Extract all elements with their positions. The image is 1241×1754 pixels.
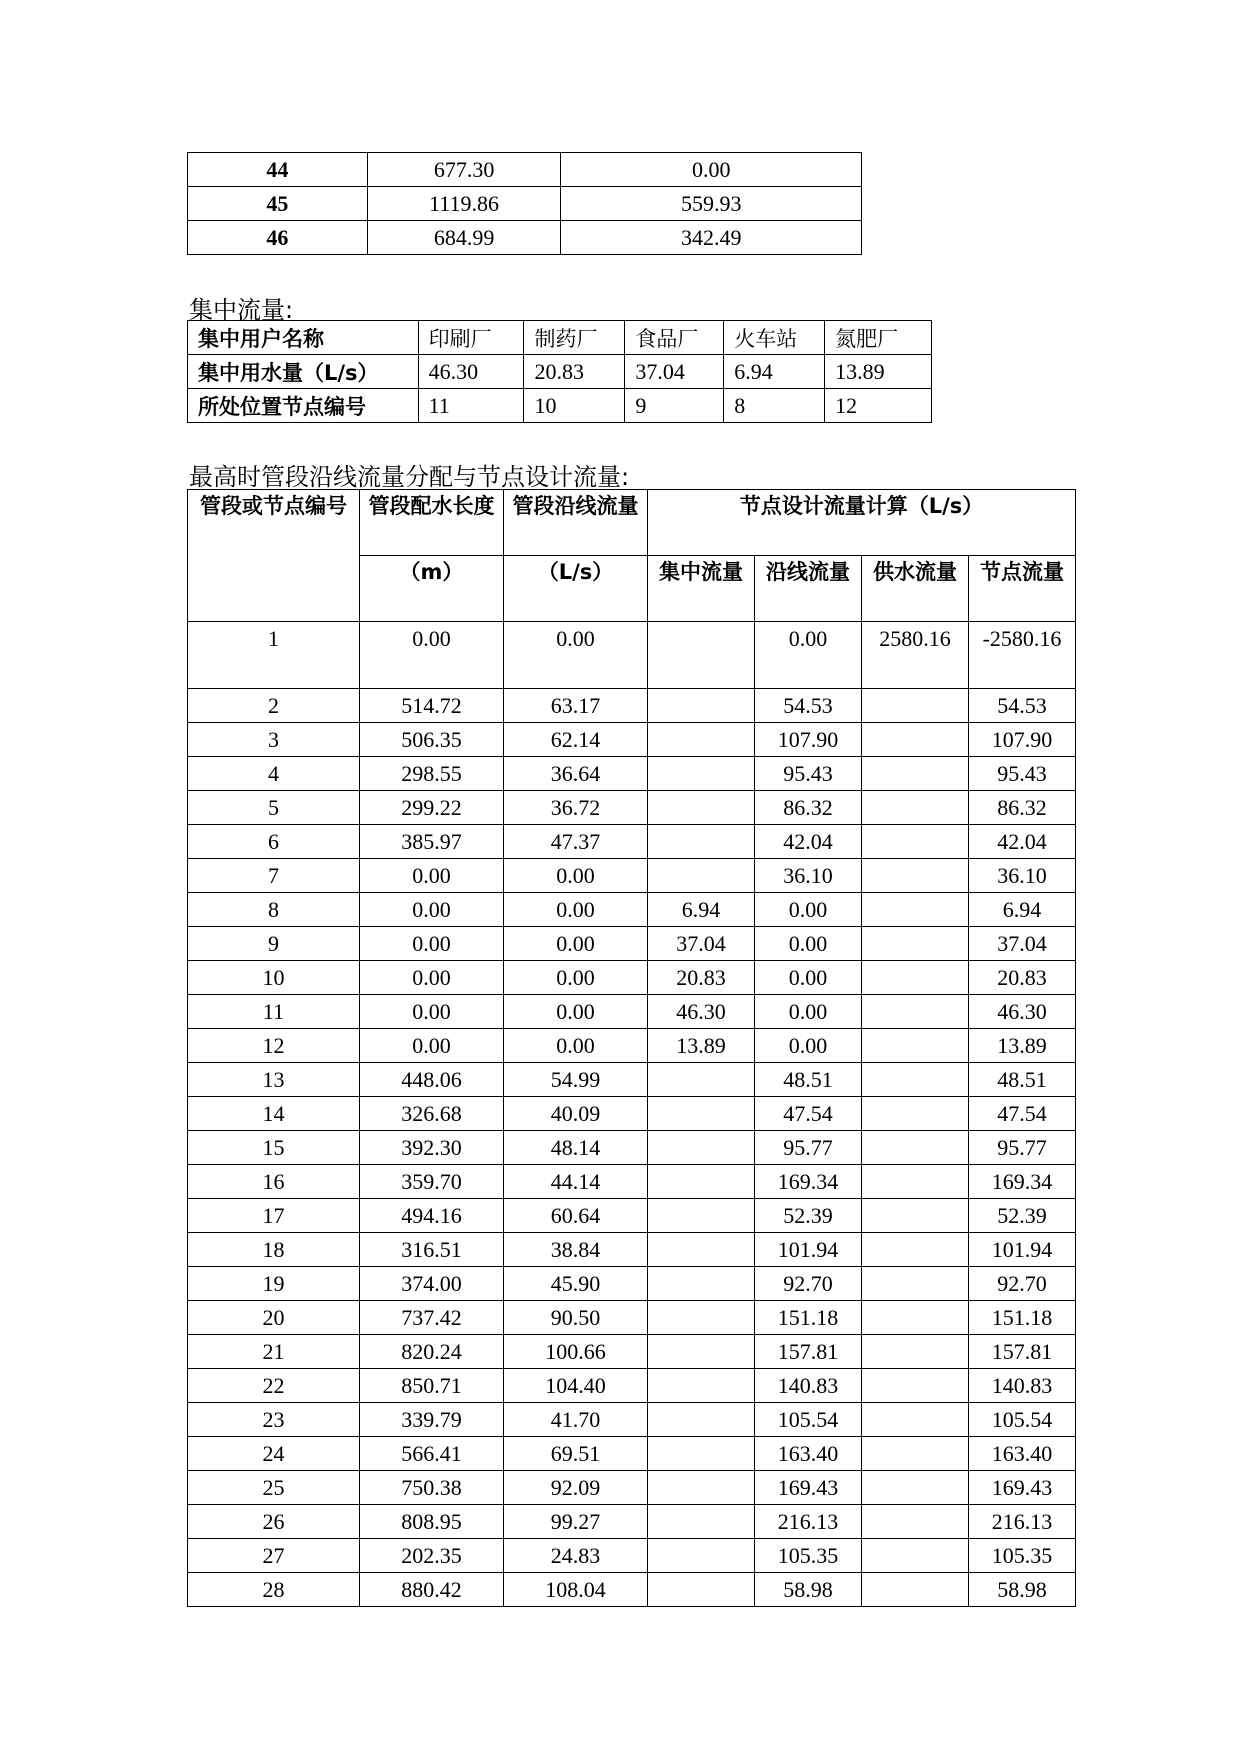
table-cell: 0.00: [504, 927, 648, 961]
table-cell: 58.98: [755, 1573, 862, 1607]
table-cell: 58.98: [969, 1573, 1076, 1607]
table-cell: [862, 1131, 969, 1165]
table-cell: 12: [825, 389, 932, 423]
header-node-id: 管段或节点编号: [188, 490, 360, 622]
table-cell: 48.51: [969, 1063, 1076, 1097]
table-cell: 0.00: [504, 622, 648, 689]
table-cell: [648, 1097, 755, 1131]
table-cell: 92.70: [755, 1267, 862, 1301]
table-cell: 42.04: [969, 825, 1076, 859]
table-cell: 0.00: [755, 893, 862, 927]
table-cell: 36.64: [504, 757, 648, 791]
table-row: [188, 221, 862, 255]
table-cell: 107.90: [969, 723, 1076, 757]
table-cell: [862, 1471, 969, 1505]
table-cell: 107.90: [755, 723, 862, 757]
table-row: [188, 859, 1076, 893]
table-cell: 47.54: [969, 1097, 1076, 1131]
table-row: [188, 622, 1076, 689]
table-cell: 101.94: [969, 1233, 1076, 1267]
table-row: [188, 1233, 1076, 1267]
table-cell: 11: [418, 389, 524, 423]
table-cell: 食品厂: [625, 321, 724, 355]
table-row: [188, 1097, 1076, 1131]
table-cell: 684.99: [367, 221, 561, 255]
table-cell: [862, 961, 969, 995]
table-row: [188, 321, 932, 355]
table-cell: 41.70: [504, 1403, 648, 1437]
table-cell: [862, 1539, 969, 1573]
table-cell: 448.06: [360, 1063, 504, 1097]
table-cell: 47.37: [504, 825, 648, 859]
table-cell: 印刷厂: [418, 321, 524, 355]
table-cell: 24.83: [504, 1539, 648, 1573]
table-row: [188, 1131, 1076, 1165]
table-cell: 92.70: [969, 1267, 1076, 1301]
header-length: 管段配水长度: [360, 490, 504, 556]
table-cell: [862, 1029, 969, 1063]
table-cell: 0.00: [360, 1029, 504, 1063]
table-cell: [648, 622, 755, 689]
table-cell: 20.83: [969, 961, 1076, 995]
table-cell: 359.70: [360, 1165, 504, 1199]
table-cell: 8: [188, 893, 360, 927]
table-cell: [648, 1573, 755, 1607]
table-row: [188, 187, 862, 221]
table-cell: 48.51: [755, 1063, 862, 1097]
table-cell: 19: [188, 1267, 360, 1301]
table-cell: 2580.16: [862, 622, 969, 689]
table-cell: [862, 689, 969, 723]
table-cell: 101.94: [755, 1233, 862, 1267]
node-design-flow-table: [187, 489, 1076, 1607]
table-cell: 52.39: [969, 1199, 1076, 1233]
table-cell: [862, 1165, 969, 1199]
table-cell: 151.18: [969, 1301, 1076, 1335]
table-cell: 0.00: [360, 927, 504, 961]
table-cell: 169.43: [969, 1471, 1076, 1505]
table-cell: 25: [188, 1471, 360, 1505]
table-cell: 566.41: [360, 1437, 504, 1471]
table-cell: 45.90: [504, 1267, 648, 1301]
table-cell: [648, 689, 755, 723]
table-row: [188, 961, 1076, 995]
table-row: [188, 153, 862, 187]
table-cell: [862, 1437, 969, 1471]
table-cell: 15: [188, 1131, 360, 1165]
table-cell: 4: [188, 757, 360, 791]
table-row: [188, 1335, 1076, 1369]
table-cell: 0.00: [755, 961, 862, 995]
concentrated-flow-table: [187, 320, 932, 423]
table-cell: 12: [188, 1029, 360, 1063]
table-cell: 506.35: [360, 723, 504, 757]
table-cell: 36.72: [504, 791, 648, 825]
table-cell: [648, 1335, 755, 1369]
distribution-caption: 最高时管段沿线流量分配与节点设计流量:: [189, 463, 630, 491]
table-cell: 808.95: [360, 1505, 504, 1539]
table-cell: 216.13: [755, 1505, 862, 1539]
table-row: [188, 1369, 1076, 1403]
table-cell: [862, 723, 969, 757]
table-cell: [648, 1403, 755, 1437]
table-cell: 0.00: [360, 893, 504, 927]
table-cell: [648, 859, 755, 893]
table-cell: 95.77: [969, 1131, 1076, 1165]
table-cell: [862, 791, 969, 825]
table-row: [188, 927, 1076, 961]
table-cell: 52.39: [755, 1199, 862, 1233]
table-cell: [648, 723, 755, 757]
table-cell: 151.18: [755, 1301, 862, 1335]
table-cell: 0.00: [504, 1029, 648, 1063]
table-cell: [862, 1267, 969, 1301]
table-cell: 13.89: [969, 1029, 1076, 1063]
table-row: [188, 1573, 1076, 1607]
table-cell: 20: [188, 1301, 360, 1335]
table-cell: 27: [188, 1539, 360, 1573]
table-cell: 6.94: [648, 893, 755, 927]
table-cell: [648, 1369, 755, 1403]
table-cell: 11: [188, 995, 360, 1029]
table-cell: 37.04: [969, 927, 1076, 961]
table-cell: 2: [188, 689, 360, 723]
table-row: [188, 1165, 1076, 1199]
table-cell: 0.00: [504, 893, 648, 927]
table-cell: [648, 1471, 755, 1505]
table-cell: 28: [188, 1573, 360, 1607]
table-row: [188, 1029, 1076, 1063]
table-row: [188, 1063, 1076, 1097]
table-cell: 737.42: [360, 1301, 504, 1335]
table-cell: 299.22: [360, 791, 504, 825]
table-cell: 140.83: [755, 1369, 862, 1403]
table-cell: 48.14: [504, 1131, 648, 1165]
table-cell: 105.35: [755, 1539, 862, 1573]
table-cell: [862, 757, 969, 791]
table-cell: 63.17: [504, 689, 648, 723]
table-cell: [862, 1063, 969, 1097]
table-cell: 0.00: [755, 1029, 862, 1063]
table-row: [188, 791, 1076, 825]
table-cell: 163.40: [969, 1437, 1076, 1471]
table-row: [188, 1437, 1076, 1471]
table-cell: 42.04: [755, 825, 862, 859]
table-cell: 140.83: [969, 1369, 1076, 1403]
table-cell: 40.09: [504, 1097, 648, 1131]
table-cell: 火车站: [724, 321, 825, 355]
table-cell: 163.40: [755, 1437, 862, 1471]
table-cell: [862, 1403, 969, 1437]
table-cell: 氮肥厂: [825, 321, 932, 355]
table-row: [188, 355, 932, 389]
table-cell: 13.89: [825, 355, 932, 389]
table-cell: [862, 1335, 969, 1369]
table-cell: 86.32: [969, 791, 1076, 825]
table-cell: 17: [188, 1199, 360, 1233]
table-cell: [648, 1233, 755, 1267]
table-cell: 850.71: [360, 1369, 504, 1403]
table-cell: 0.00: [755, 927, 862, 961]
table-cell: 54.53: [969, 689, 1076, 723]
table-cell: 90.50: [504, 1301, 648, 1335]
table-cell: 24: [188, 1437, 360, 1471]
table-cell: 169.34: [755, 1165, 862, 1199]
table-row: [188, 389, 932, 423]
table-cell: [648, 1437, 755, 1471]
table-cell: 46.30: [969, 995, 1076, 1029]
table-cell: [648, 1505, 755, 1539]
table-cell: 514.72: [360, 689, 504, 723]
header-node-flow: 节点流量: [969, 556, 1076, 622]
table-row: [188, 1505, 1076, 1539]
table-cell: 10: [188, 961, 360, 995]
table-row: [188, 1301, 1076, 1335]
table-cell: 0.00: [504, 961, 648, 995]
table-cell: 0.00: [360, 995, 504, 1029]
table-cell: 所处位置节点编号: [188, 389, 419, 423]
table-cell: 169.34: [969, 1165, 1076, 1199]
header-supply-flow: 供水流量: [862, 556, 969, 622]
table-cell: 集中用户名称: [188, 321, 419, 355]
pipe-flow-table-continued: [187, 152, 862, 255]
table-cell: 0.00: [504, 995, 648, 1029]
table-cell: [648, 1165, 755, 1199]
table-cell: 677.30: [367, 153, 561, 187]
table-cell: [648, 1267, 755, 1301]
header-line-flow: 管段沿线流量: [504, 490, 648, 556]
table-cell: 202.35: [360, 1539, 504, 1573]
table-cell: 14: [188, 1097, 360, 1131]
table-cell: [648, 1301, 755, 1335]
table-cell: 6: [188, 825, 360, 859]
table-cell: [862, 1573, 969, 1607]
table-cell: 342.49: [561, 221, 862, 255]
table-cell: 95.43: [755, 757, 862, 791]
table-cell: 6.94: [724, 355, 825, 389]
table-row: [188, 1539, 1076, 1573]
table-cell: [862, 1505, 969, 1539]
table-cell: 0.00: [755, 995, 862, 1029]
table-cell: 13.89: [648, 1029, 755, 1063]
table-cell: 46.30: [648, 995, 755, 1029]
table-cell: [862, 893, 969, 927]
table-cell: 9: [188, 927, 360, 961]
table-cell: 36.10: [755, 859, 862, 893]
table-cell: [648, 757, 755, 791]
table-cell: 385.97: [360, 825, 504, 859]
table-cell: 16: [188, 1165, 360, 1199]
table-row: [188, 723, 1076, 757]
table-cell: -2580.16: [969, 622, 1076, 689]
table-cell: 38.84: [504, 1233, 648, 1267]
table-cell: [648, 825, 755, 859]
header-line-flow-unit: （L/s）: [504, 556, 648, 622]
table-cell: 374.00: [360, 1267, 504, 1301]
table-cell: 820.24: [360, 1335, 504, 1369]
table-cell: 13: [188, 1063, 360, 1097]
table-cell: 99.27: [504, 1505, 648, 1539]
table-row: [188, 825, 1076, 859]
table-cell: 108.04: [504, 1573, 648, 1607]
table-cell: 8: [724, 389, 825, 423]
table-row: [188, 995, 1076, 1029]
table-cell: [862, 995, 969, 1029]
table-row: [188, 757, 1076, 791]
table-cell: 18: [188, 1233, 360, 1267]
table-cell: 1: [188, 622, 360, 689]
table-cell: 169.43: [755, 1471, 862, 1505]
table-cell: 44: [188, 153, 368, 187]
table-cell: 157.81: [969, 1335, 1076, 1369]
table-row: [188, 689, 1076, 723]
header-along-flow: 沿线流量: [755, 556, 862, 622]
concentrated-flow-caption: 集中流量:: [189, 296, 294, 324]
table-cell: 47.54: [755, 1097, 862, 1131]
table-cell: [862, 1369, 969, 1403]
table-cell: [862, 1301, 969, 1335]
table-cell: 316.51: [360, 1233, 504, 1267]
table-cell: [862, 927, 969, 961]
table-cell: [862, 1097, 969, 1131]
table-cell: 95.43: [969, 757, 1076, 791]
table-cell: 集中用水量（L/s）: [188, 355, 419, 389]
table-row: [188, 1471, 1076, 1505]
table-cell: 86.32: [755, 791, 862, 825]
table-cell: 105.54: [755, 1403, 862, 1437]
table-cell: 44.14: [504, 1165, 648, 1199]
table-cell: 54.99: [504, 1063, 648, 1097]
table-cell: 298.55: [360, 757, 504, 791]
table-cell: 0.00: [504, 859, 648, 893]
table-cell: 10: [524, 389, 625, 423]
table-cell: [648, 1539, 755, 1573]
table-cell: 494.16: [360, 1199, 504, 1233]
table-cell: 95.77: [755, 1131, 862, 1165]
table-cell: 60.64: [504, 1199, 648, 1233]
table-cell: 26: [188, 1505, 360, 1539]
table-cell: [862, 825, 969, 859]
table-cell: 0.00: [360, 622, 504, 689]
table-cell: 69.51: [504, 1437, 648, 1471]
table-cell: 0.00: [360, 859, 504, 893]
table-cell: [862, 859, 969, 893]
table-cell: 0.00: [360, 961, 504, 995]
table-cell: [648, 1199, 755, 1233]
table-cell: 559.93: [561, 187, 862, 221]
table-cell: 37.04: [625, 355, 724, 389]
table-cell: 9: [625, 389, 724, 423]
table-cell: 46: [188, 221, 368, 255]
header-concentrated-flow: 集中流量: [648, 556, 755, 622]
table-cell: 880.42: [360, 1573, 504, 1607]
table-cell: 105.35: [969, 1539, 1076, 1573]
table-row: [188, 1199, 1076, 1233]
table-cell: 46.30: [418, 355, 524, 389]
table-cell: 7: [188, 859, 360, 893]
table-cell: 157.81: [755, 1335, 862, 1369]
table-cell: 62.14: [504, 723, 648, 757]
table-cell: 750.38: [360, 1471, 504, 1505]
table-cell: 22: [188, 1369, 360, 1403]
header-node-design-flow: 节点设计流量计算（L/s）: [648, 490, 1076, 556]
table-cell: 20.83: [648, 961, 755, 995]
table-cell: 100.66: [504, 1335, 648, 1369]
table-cell: 1119.86: [367, 187, 561, 221]
table-cell: [862, 1199, 969, 1233]
table-cell: 0.00: [561, 153, 862, 187]
table-cell: 54.53: [755, 689, 862, 723]
table-cell: [648, 1063, 755, 1097]
table-cell: 92.09: [504, 1471, 648, 1505]
table-cell: 45: [188, 187, 368, 221]
table-cell: 20.83: [524, 355, 625, 389]
table-row: [188, 893, 1076, 927]
table-row: [188, 1403, 1076, 1437]
table-cell: 制药厂: [524, 321, 625, 355]
table-cell: 105.54: [969, 1403, 1076, 1437]
table-cell: 23: [188, 1403, 360, 1437]
table-row: [188, 1267, 1076, 1301]
table-cell: [648, 1131, 755, 1165]
table-cell: 36.10: [969, 859, 1076, 893]
table-cell: 3: [188, 723, 360, 757]
table-cell: 326.68: [360, 1097, 504, 1131]
table-cell: 0.00: [755, 622, 862, 689]
table-cell: 21: [188, 1335, 360, 1369]
table-cell: 339.79: [360, 1403, 504, 1437]
table-cell: 104.40: [504, 1369, 648, 1403]
table-cell: 37.04: [648, 927, 755, 961]
table-cell: 5: [188, 791, 360, 825]
table-cell: 216.13: [969, 1505, 1076, 1539]
table-cell: 6.94: [969, 893, 1076, 927]
table-cell: [862, 1233, 969, 1267]
header-length-unit: （m）: [360, 556, 504, 622]
table-cell: [648, 791, 755, 825]
table-cell: 392.30: [360, 1131, 504, 1165]
